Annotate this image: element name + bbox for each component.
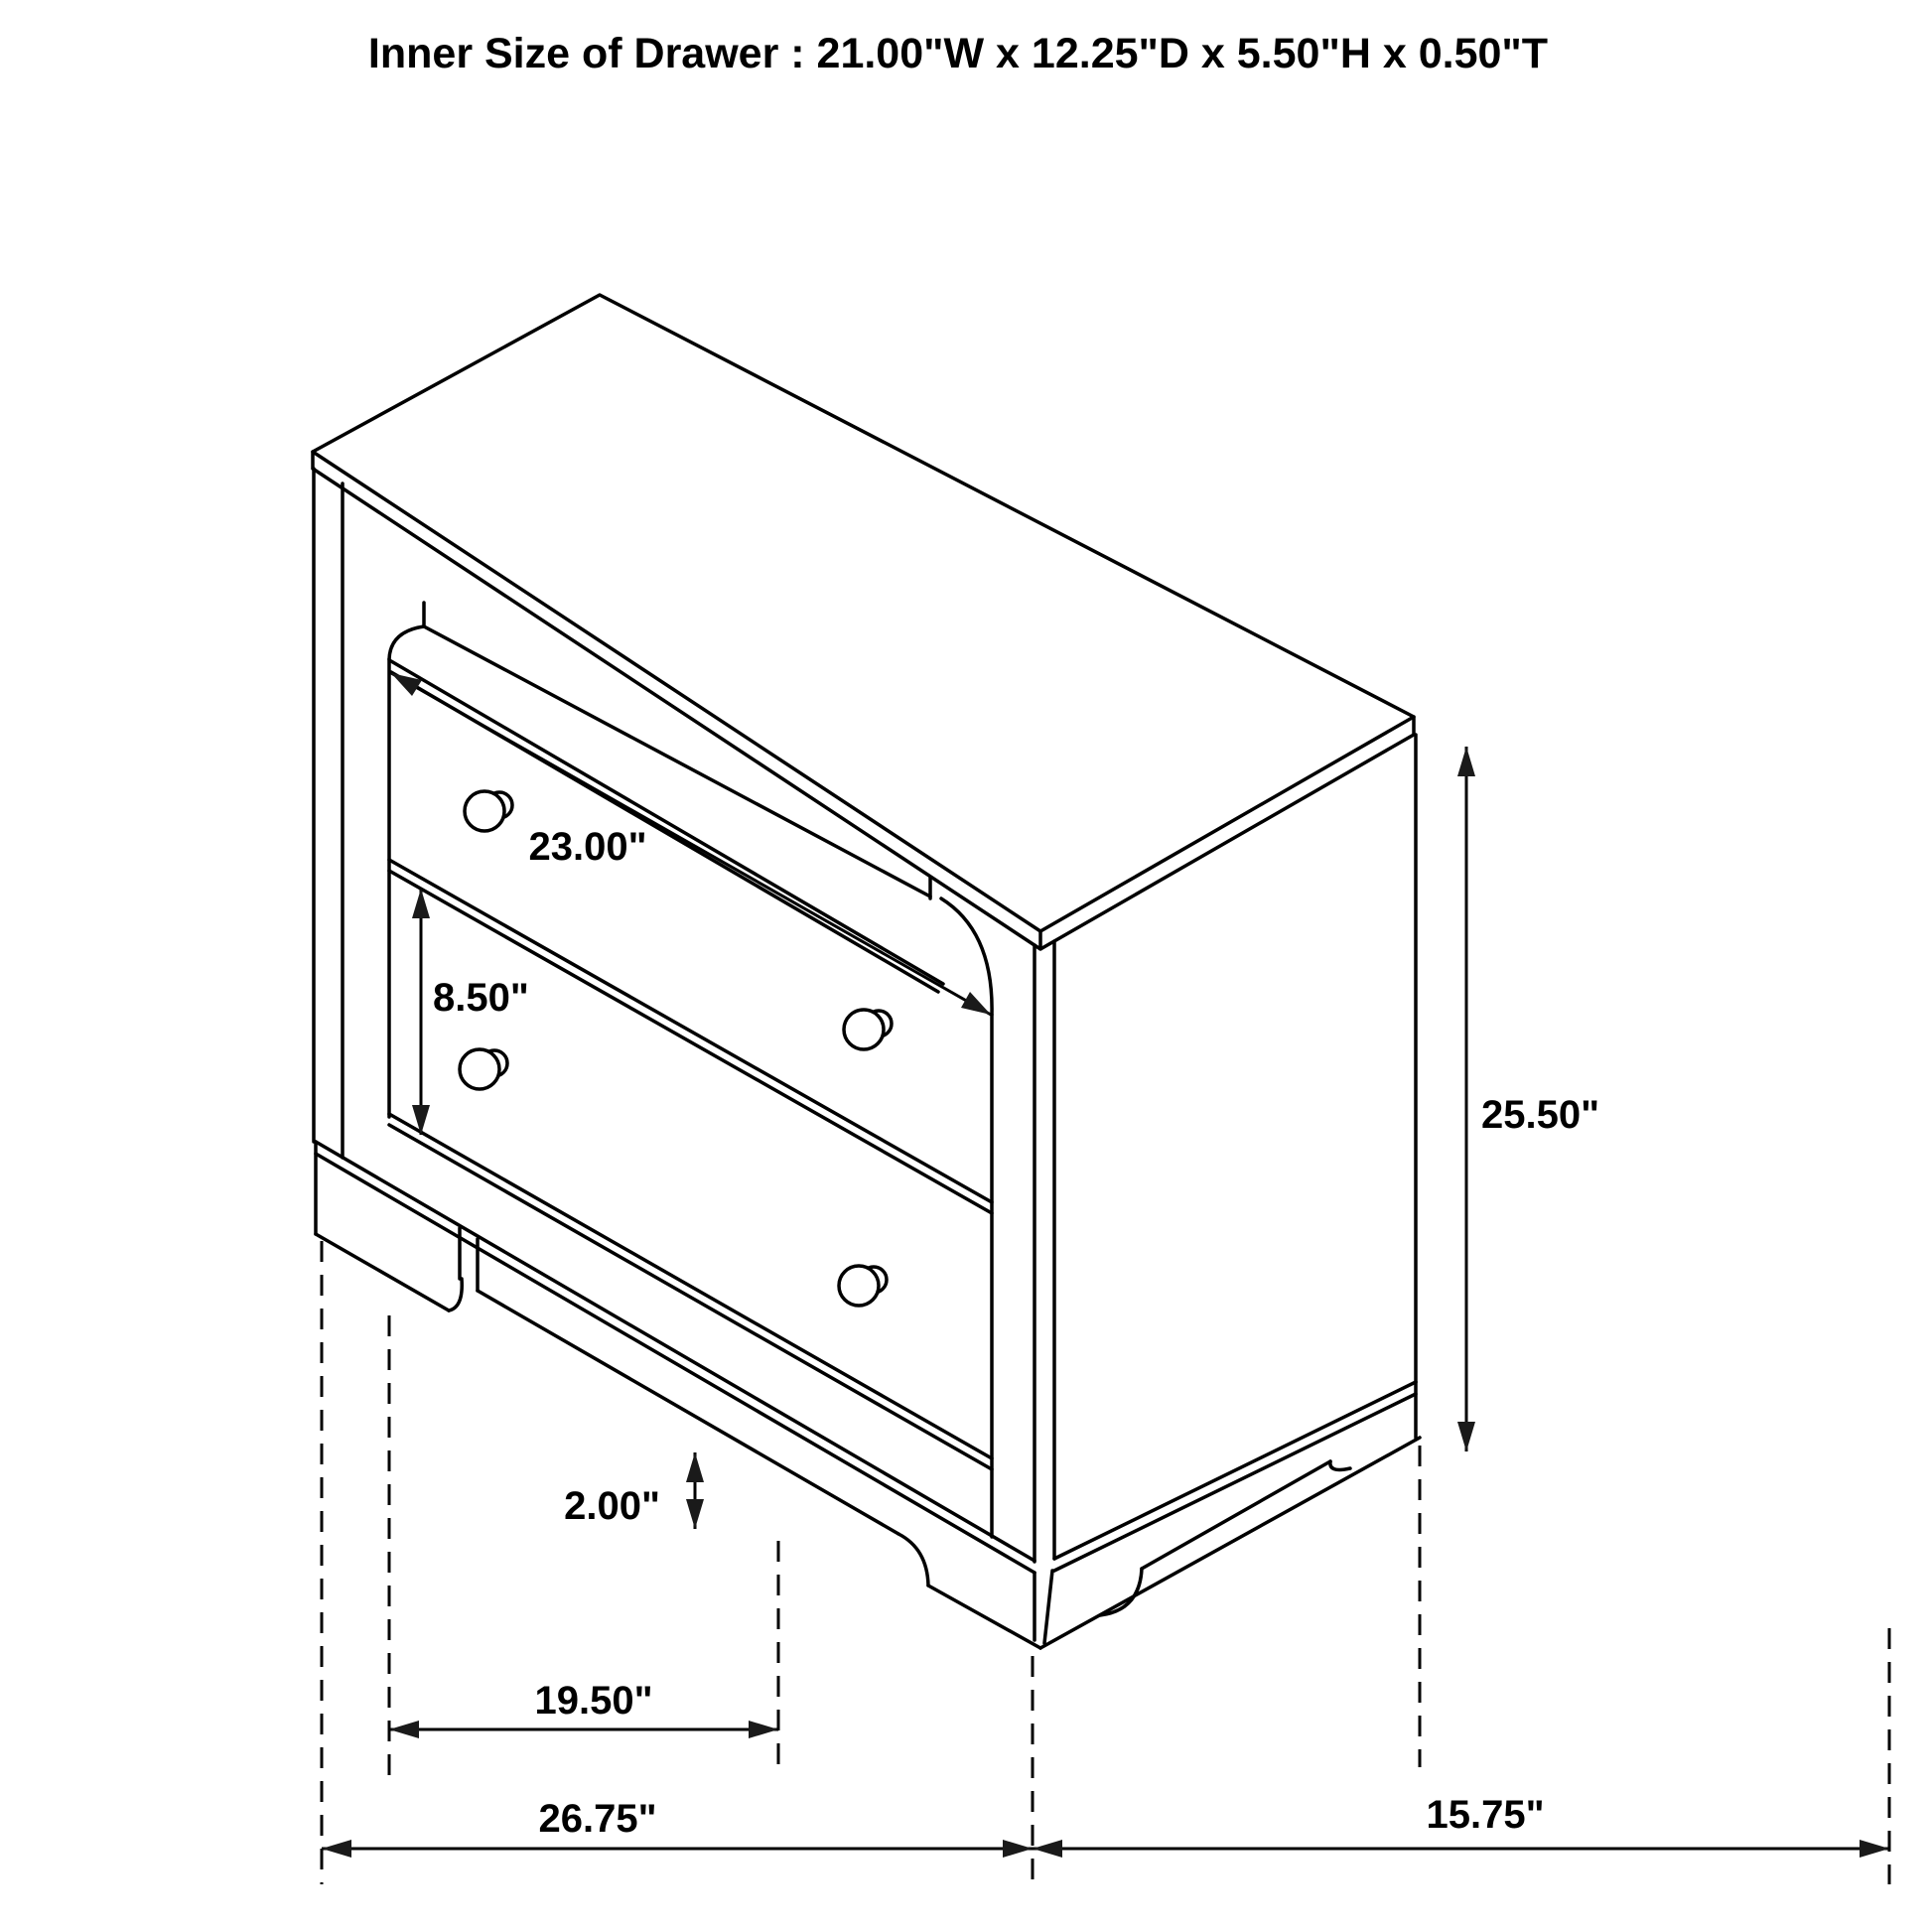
dim-label-overall-width: 26.75": [538, 1797, 657, 1841]
dim-drawer-height: [412, 889, 529, 1135]
side-panel: [1035, 735, 1416, 1562]
dim-label-foot-height: 2.00": [564, 1484, 660, 1528]
drawer-1-right-knob: [844, 1010, 884, 1049]
dim-foot-span: [389, 1679, 778, 1738]
dim-opening-width: [391, 673, 991, 1015]
dim-label-overall-height: 25.50": [1481, 1093, 1600, 1137]
base-front: [316, 1142, 1052, 1648]
base-side: [1040, 1382, 1420, 1648]
dim-label-overall-depth: 15.75": [1426, 1793, 1545, 1837]
drawer-2: [389, 1049, 992, 1469]
dim-foot-height: [564, 1452, 704, 1529]
drawer-1-left-knob: [465, 791, 504, 831]
drawer-2-right-knob: [839, 1266, 879, 1306]
dim-label-foot-span: 19.50": [534, 1679, 653, 1723]
nightstand-outline: [313, 295, 1420, 1648]
dim-overall-width: [322, 1797, 1033, 1858]
dim-label-drawer-height: 8.50": [433, 976, 529, 1020]
top-panel: [313, 295, 1414, 949]
left-front-edge: [314, 469, 343, 1158]
dim-overall-height: [1457, 747, 1599, 1451]
mid-rail: [389, 860, 992, 1213]
drawer-2-left-knob: [460, 1049, 499, 1089]
dim-overall-depth: [1033, 1793, 1889, 1858]
dim-label-opening-width: 23.00": [528, 825, 647, 869]
page-title: Inner Size of Drawer : 21.00"W x 12.25"D x 5.50"H x 0.50"T: [367, 30, 1549, 77]
